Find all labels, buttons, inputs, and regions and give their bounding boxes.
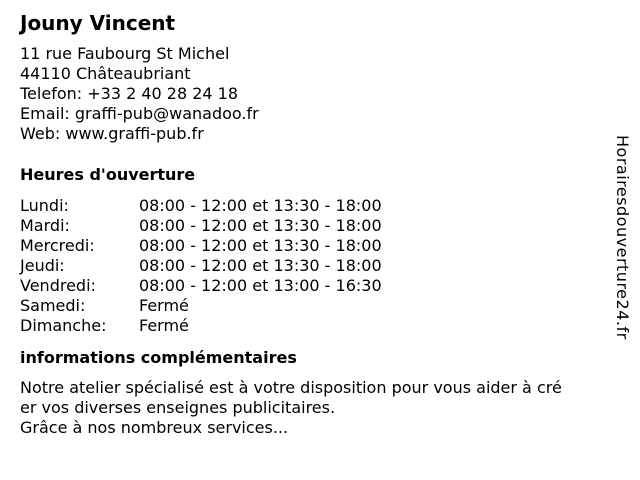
hours-row-tuesday [20, 216, 610, 236]
additional-info-line-2: er vos diverses enseignes publicitaires. [20, 398, 336, 417]
day-label: Samedi: [20, 296, 86, 315]
day-label: Mardi: [20, 216, 70, 235]
time-range: 08:00 - 12:00 et 13:30 - 18:00 [139, 196, 382, 215]
website-line: Web: www.graffi-pub.fr [20, 124, 204, 143]
hours-row-monday [20, 196, 610, 216]
day-label: Vendredi: [20, 276, 96, 295]
opening-hours-table [20, 196, 610, 336]
hours-row-friday [20, 276, 610, 296]
hours-row-saturday [20, 296, 610, 316]
time-range: 08:00 - 12:00 et 13:30 - 18:00 [139, 236, 382, 255]
address-street: 11 rue Faubourg St Michel [20, 44, 230, 63]
additional-info-line-3: Grâce à nos nombreux services... [20, 418, 289, 437]
address-city: 44110 Châteaubriant [20, 64, 191, 83]
time-range: Fermé [139, 296, 189, 315]
additional-info-line-1: Notre atelier spécialisé est à votre disposition pour vous aider à cré [20, 378, 562, 397]
opening-hours-heading: Heures d'ouverture [20, 165, 196, 184]
hours-row-sunday [20, 316, 610, 336]
business-name: Jouny Vincent [20, 11, 176, 35]
time-range: Fermé [139, 316, 189, 335]
hours-row-thursday [20, 256, 610, 276]
time-range: 08:00 - 12:00 et 13:30 - 18:00 [139, 216, 382, 235]
day-label: Jeudi: [20, 256, 65, 275]
day-label: Lundi: [20, 196, 69, 215]
phone-line: Telefon: +33 2 40 28 24 18 [20, 84, 239, 103]
time-range: 08:00 - 12:00 et 13:00 - 16:30 [139, 276, 382, 295]
day-label: Dimanche: [20, 316, 107, 335]
day-label: Mercredi: [20, 236, 95, 255]
additional-info-heading: informations complémentaires [20, 348, 297, 367]
email-line: Email: graffi-pub@wanadoo.fr [20, 104, 259, 123]
hours-row-wednesday [20, 236, 610, 256]
site-watermark: Horairesdouverture24.fr [613, 135, 632, 340]
business-card [20, 10, 610, 438]
time-range: 08:00 - 12:00 et 13:30 - 18:00 [139, 256, 382, 275]
